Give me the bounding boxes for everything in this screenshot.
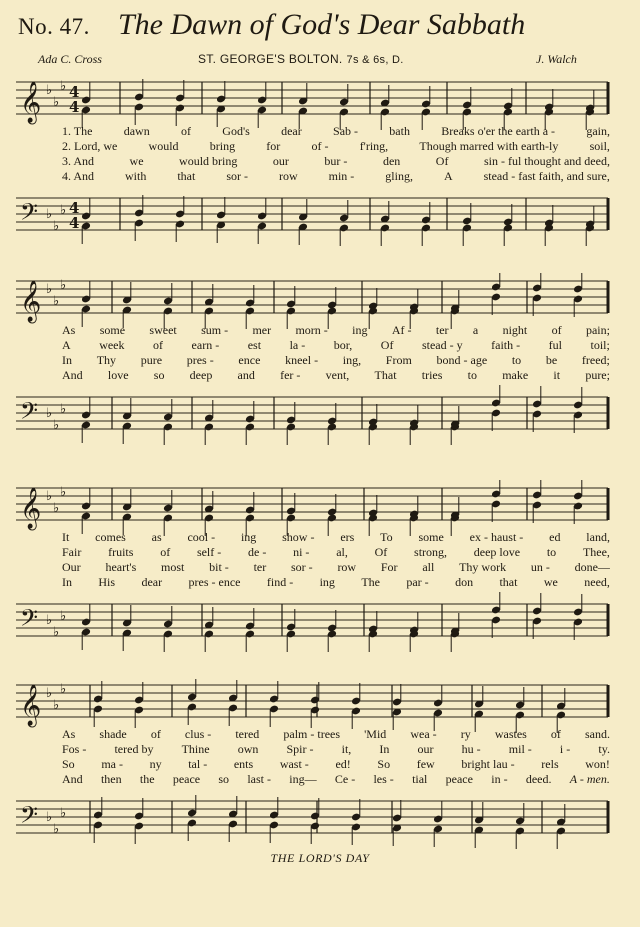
lyric-syllable: sand. — [585, 727, 610, 741]
lyric-syllable: ma - — [101, 757, 123, 771]
lyric-syllable: 2. Lord, we — [62, 139, 118, 153]
lyric-verse-line — [62, 772, 610, 787]
lyric-syllable: Of — [435, 154, 449, 168]
section-footer: THE LORD'S DAY — [270, 851, 370, 865]
bass-clef-icon: 𝄢 — [20, 801, 39, 834]
lyric-syllable: un - — [530, 560, 550, 574]
lyric-syllable: His — [98, 575, 116, 589]
lyric-syllable: la - — [289, 338, 306, 352]
lyric-syllable: f'ring, — [359, 139, 389, 153]
lyric-syllable: peace — [172, 772, 201, 786]
lyric-syllable: A — [443, 169, 453, 183]
lyric-syllable: sum - — [201, 323, 229, 337]
lyric-syllable: dear — [141, 575, 163, 589]
lyric-syllable: to — [511, 353, 522, 367]
lyric-syllable: toil; — [590, 338, 610, 352]
lyric-syllable: wast - — [279, 757, 309, 771]
time-signature: 4 — [69, 214, 80, 232]
flat-sign-icon: ♭ — [60, 485, 67, 500]
lyric-syllable: don — [455, 575, 474, 589]
lyric-syllable: comes — [95, 530, 126, 544]
lyric-syllable: A — [62, 338, 71, 352]
lyric-syllable: For — [380, 560, 398, 574]
lyric-syllable: all — [422, 560, 435, 574]
lyric-syllable: ence — [238, 353, 261, 367]
lyric-syllable: fruits — [108, 545, 134, 559]
meter: 7s & 6s, D. — [346, 54, 404, 66]
lyric-syllable: then — [100, 772, 122, 786]
lyric-syllable: of — [551, 323, 562, 337]
flat-sign-icon: ♭ — [46, 207, 53, 222]
lyric-syllable: of — [153, 338, 164, 352]
bass-clef-icon: 𝄢 — [20, 604, 39, 637]
hymn-number: No. 47. — [18, 14, 90, 39]
lyric-syllable: God's — [222, 124, 250, 138]
treble-clef-icon: 𝄞 — [20, 281, 42, 322]
lyric-syllable: most — [161, 560, 185, 574]
lyric-syllable: sweet — [149, 323, 177, 337]
lyric-syllable: mer — [252, 323, 272, 337]
lyric-syllable: for — [266, 139, 281, 153]
lyric-syllable: ty. — [598, 742, 610, 756]
lyric-syllable: it, — [341, 742, 352, 756]
lyric-syllable: fer - — [280, 368, 301, 382]
lyric-syllable: That — [374, 368, 397, 382]
lyric-syllable: be — [545, 353, 558, 367]
lyrics-block — [62, 323, 610, 383]
author: Ada C. Cross — [38, 52, 102, 66]
lyric-syllable: tial — [412, 772, 428, 786]
lyric-syllable: wastes — [494, 727, 527, 741]
flat-sign-icon: ♭ — [53, 501, 60, 516]
lyric-syllable: own — [237, 742, 259, 756]
lyric-syllable: pain; — [585, 323, 610, 337]
lyric-syllable: hu - — [461, 742, 481, 756]
lyric-syllable: we — [129, 154, 144, 168]
lyric-syllable: bor, — [333, 338, 353, 352]
lyric-syllable: A - men. — [569, 772, 610, 786]
lyric-syllable: tries — [421, 368, 443, 382]
tune-name: ST. GEORGE'S BOLTON. — [198, 52, 343, 66]
music-system — [12, 273, 612, 463]
lyric-syllable: of — [150, 727, 161, 741]
lyric-syllable: heart's — [105, 560, 137, 574]
lyric-syllable: ex - haust - — [469, 530, 524, 544]
lyric-syllable: tered — [235, 727, 260, 741]
lyric-syllable: dawn — [123, 124, 150, 138]
lyric-syllable: par - — [406, 575, 429, 589]
lyric-syllable: bright lau - — [461, 757, 515, 771]
lyric-syllable: From — [385, 353, 412, 367]
lyric-syllable: tal - — [188, 757, 208, 771]
flat-sign-icon: ♭ — [60, 203, 67, 218]
lyric-syllable: would bring — [179, 154, 238, 168]
flat-sign-icon: ♭ — [53, 95, 60, 110]
lyric-syllable: bring — [209, 139, 236, 153]
lyric-syllable: row — [337, 560, 357, 574]
lyric-syllable: in - — [491, 772, 508, 786]
lyric-syllable: ers — [340, 530, 355, 544]
lyric-syllable: i - — [559, 742, 571, 756]
lyric-syllable: strong, — [414, 545, 448, 559]
lyrics-block — [62, 727, 610, 787]
lyric-syllable: pres - — [186, 353, 214, 367]
lyric-syllable: Ce - — [334, 772, 356, 786]
lyric-syllable: faith - — [491, 338, 521, 352]
lyric-syllable: kneel - — [285, 353, 319, 367]
lyric-syllable: ing — [319, 575, 335, 589]
lyric-syllable: soil, — [589, 139, 610, 153]
treble-clef-icon: 𝄞 — [20, 488, 42, 529]
lyric-syllable: Thy — [96, 353, 117, 367]
lyric-syllable: it — [553, 368, 561, 382]
lyric-syllable: sin - ful thought and deed, — [483, 154, 610, 168]
lyric-syllable: and — [237, 368, 255, 382]
bass-clef-icon: 𝄢 — [20, 397, 39, 430]
lyric-syllable: show - — [282, 530, 315, 544]
lyric-syllable: Our — [62, 560, 81, 574]
lyric-verse-line — [62, 124, 610, 139]
flat-sign-icon: ♭ — [46, 613, 53, 628]
lyric-syllable: earn - — [191, 338, 220, 352]
lyric-syllable: night — [502, 323, 528, 337]
lyric-syllable: And — [62, 772, 83, 786]
lyric-syllable: Spir - — [286, 742, 314, 756]
lyric-syllable: ter — [435, 323, 449, 337]
lyric-verse-line — [62, 154, 610, 169]
flat-sign-icon: ♭ — [60, 682, 67, 697]
lyric-syllable: of — [181, 124, 192, 138]
flat-sign-icon: ♭ — [53, 698, 60, 713]
lyric-syllable: rels — [541, 757, 559, 771]
time-signature: 4 — [69, 199, 80, 217]
lyric-syllable: sor - — [291, 560, 313, 574]
treble-clef-icon: 𝄞 — [20, 685, 42, 726]
lyric-syllable: mil - — [508, 742, 532, 756]
lyric-syllable: our — [272, 154, 289, 168]
lyric-syllable: ing, — [342, 353, 362, 367]
lyric-syllable: need, — [584, 575, 610, 589]
lyric-syllable: 3. And — [62, 154, 95, 168]
lyric-verse-line — [62, 727, 610, 742]
lyric-syllable: some — [418, 530, 444, 544]
lyric-syllable: shade — [99, 727, 127, 741]
lyric-syllable: bur - — [324, 154, 348, 168]
lyric-syllable: So — [62, 757, 75, 771]
flat-sign-icon: ♭ — [60, 806, 67, 821]
flat-sign-icon: ♭ — [46, 489, 53, 504]
lyric-verse-line — [62, 353, 610, 368]
lyric-syllable: It — [62, 530, 70, 544]
lyric-syllable: Fair — [62, 545, 82, 559]
lyric-verse-line — [62, 545, 610, 560]
lyric-syllable: sor - — [226, 169, 248, 183]
lyric-syllable: Thy work — [459, 560, 507, 574]
lyric-syllable: In — [62, 575, 72, 589]
lyric-syllable: stead - y — [421, 338, 463, 352]
lyric-syllable: les - — [373, 772, 394, 786]
lyric-verse-line — [62, 560, 610, 575]
flat-sign-icon: ♭ — [46, 83, 53, 98]
flat-sign-icon: ♭ — [53, 418, 60, 433]
flat-sign-icon: ♭ — [53, 294, 60, 309]
flat-sign-icon: ♭ — [60, 79, 67, 94]
flat-sign-icon: ♭ — [46, 686, 53, 701]
lyric-syllable: stead - fast faith, and sure, — [483, 169, 610, 183]
lyric-syllable: row — [278, 169, 298, 183]
lyric-syllable: ing— — [289, 772, 317, 786]
lyric-syllable: gain, — [586, 124, 610, 138]
lyric-verse-line — [62, 323, 610, 338]
lyric-syllable: The — [361, 575, 380, 589]
lyric-verse-line — [62, 530, 610, 545]
lyric-syllable: 4. And — [62, 169, 95, 183]
lyric-syllable: As — [62, 323, 76, 337]
time-signature: 4 — [69, 83, 80, 101]
lyric-syllable: pure — [140, 353, 163, 367]
lyric-syllable: den — [382, 154, 401, 168]
lyric-syllable: de - — [248, 545, 267, 559]
lyric-syllable: the — [139, 772, 155, 786]
lyric-syllable: ny — [149, 757, 162, 771]
lyric-syllable: bond - age — [436, 353, 488, 367]
music-system — [12, 480, 612, 670]
lyric-syllable: deed. — [525, 772, 552, 786]
tune-info — [198, 52, 404, 66]
lyric-syllable: pure; — [585, 368, 610, 382]
lyric-syllable: est — [247, 338, 262, 352]
lyric-syllable: 'Mid — [364, 727, 387, 741]
lyric-verse-line — [62, 338, 610, 353]
lyric-syllable: Thine — [181, 742, 210, 756]
lyric-syllable: land, — [586, 530, 610, 544]
lyric-verse-line — [62, 757, 610, 772]
flat-sign-icon: ♭ — [46, 810, 53, 825]
lyric-verse-line — [62, 575, 610, 590]
lyric-syllable: ni - — [293, 545, 310, 559]
lyric-syllable: so — [218, 772, 230, 786]
hymn-title: The Dawn of God's Dear Sabbath — [118, 8, 526, 41]
lyric-syllable: won! — [585, 757, 610, 771]
composer: J. Walch — [536, 52, 577, 66]
lyric-syllable: Fos - — [62, 742, 87, 756]
bass-clef-icon: 𝄢 — [20, 198, 39, 231]
flat-sign-icon: ♭ — [60, 609, 67, 624]
lyric-syllable: As — [62, 727, 76, 741]
lyric-syllable: ed! — [335, 757, 351, 771]
lyric-syllable: ter — [253, 560, 267, 574]
lyric-syllable: Of — [374, 545, 388, 559]
lyric-syllable: In — [379, 742, 390, 756]
lyric-syllable: our — [417, 742, 434, 756]
flat-sign-icon: ♭ — [46, 406, 53, 421]
lyric-syllable: to — [467, 368, 477, 382]
lyric-syllable: Though marred with earth-ly — [419, 139, 559, 153]
lyric-syllable: ing — [352, 323, 368, 337]
lyric-syllable: of — [550, 727, 561, 741]
lyric-verse-line — [62, 742, 610, 757]
lyric-syllable: freed; — [581, 353, 610, 367]
lyric-syllable: we — [543, 575, 558, 589]
credits-line — [0, 52, 640, 70]
lyric-syllable: as — [151, 530, 162, 544]
flat-sign-icon: ♭ — [53, 219, 60, 234]
lyric-syllable: Breaks o'er the earth a - — [441, 124, 556, 138]
lyrics-block — [62, 124, 610, 184]
lyric-syllable: ry — [460, 727, 471, 741]
lyric-syllable: would — [148, 139, 179, 153]
hymn-header — [18, 8, 628, 42]
lyric-syllable: min - — [328, 169, 355, 183]
lyric-syllable: To — [380, 530, 393, 544]
lyric-syllable: a — [472, 323, 479, 337]
lyric-syllable: make — [502, 368, 529, 382]
lyric-verse-line — [62, 139, 610, 154]
lyric-syllable: that — [177, 169, 196, 183]
lyric-syllable: deep love — [473, 545, 521, 559]
lyric-syllable: clus - — [184, 727, 212, 741]
lyric-syllable: last - — [247, 772, 271, 786]
lyric-syllable: so — [153, 368, 165, 382]
lyric-verse-line — [62, 368, 610, 383]
lyric-syllable: of — [160, 545, 171, 559]
lyric-syllable: deep — [189, 368, 213, 382]
lyric-syllable: few — [416, 757, 435, 771]
lyric-syllable: dear — [281, 124, 302, 138]
music-system — [12, 74, 612, 264]
lyric-syllable: week — [99, 338, 125, 352]
lyric-syllable: cool - — [187, 530, 216, 544]
lyric-syllable: Sab - — [333, 124, 359, 138]
lyric-syllable: of - — [311, 139, 329, 153]
lyric-syllable: some — [99, 323, 126, 337]
lyrics-block — [62, 530, 610, 590]
flat-sign-icon: ♭ — [60, 402, 67, 417]
lyric-syllable: ents — [233, 757, 254, 771]
lyric-syllable: bit - — [209, 560, 229, 574]
lyric-syllable: Thee, — [582, 545, 610, 559]
lyric-verse-line — [62, 169, 610, 184]
lyric-syllable: Af - — [391, 323, 412, 337]
treble-clef-icon: 𝄞 — [20, 82, 42, 123]
lyric-syllable: peace — [445, 772, 473, 786]
lyric-syllable: palm - trees — [283, 727, 341, 741]
music-system — [12, 677, 612, 867]
lyric-syllable: that — [499, 575, 518, 589]
flat-sign-icon: ♭ — [53, 822, 60, 837]
lyric-syllable: pres - ence — [188, 575, 241, 589]
lyric-syllable: done— — [574, 560, 610, 574]
lyric-syllable: ful — [548, 338, 562, 352]
lyric-syllable: tered by — [114, 742, 154, 756]
lyric-syllable: morn - — [295, 323, 328, 337]
lyric-syllable: al, — [336, 545, 348, 559]
flat-sign-icon: ♭ — [46, 282, 53, 297]
lyric-syllable: ed — [549, 530, 561, 544]
lyric-syllable: And — [62, 368, 83, 382]
lyric-syllable: gling, — [385, 169, 413, 183]
lyric-syllable: with — [125, 169, 147, 183]
lyric-syllable: So — [377, 757, 391, 771]
lyric-syllable: ing — [240, 530, 257, 544]
lyric-syllable: Of — [380, 338, 394, 352]
lyric-syllable: to — [546, 545, 557, 559]
lyric-syllable: vent, — [325, 368, 350, 382]
lyric-syllable: 1. The — [62, 124, 93, 138]
lyric-syllable: find - — [266, 575, 294, 589]
lyric-syllable: love — [107, 368, 129, 382]
flat-sign-icon: ♭ — [53, 625, 60, 640]
lyric-syllable: wea - — [410, 727, 437, 741]
lyric-syllable: bath — [389, 124, 410, 138]
time-signature: 4 — [69, 98, 80, 116]
lyric-syllable: self - — [196, 545, 222, 559]
lyric-syllable: In — [62, 353, 72, 367]
flat-sign-icon: ♭ — [60, 278, 67, 293]
